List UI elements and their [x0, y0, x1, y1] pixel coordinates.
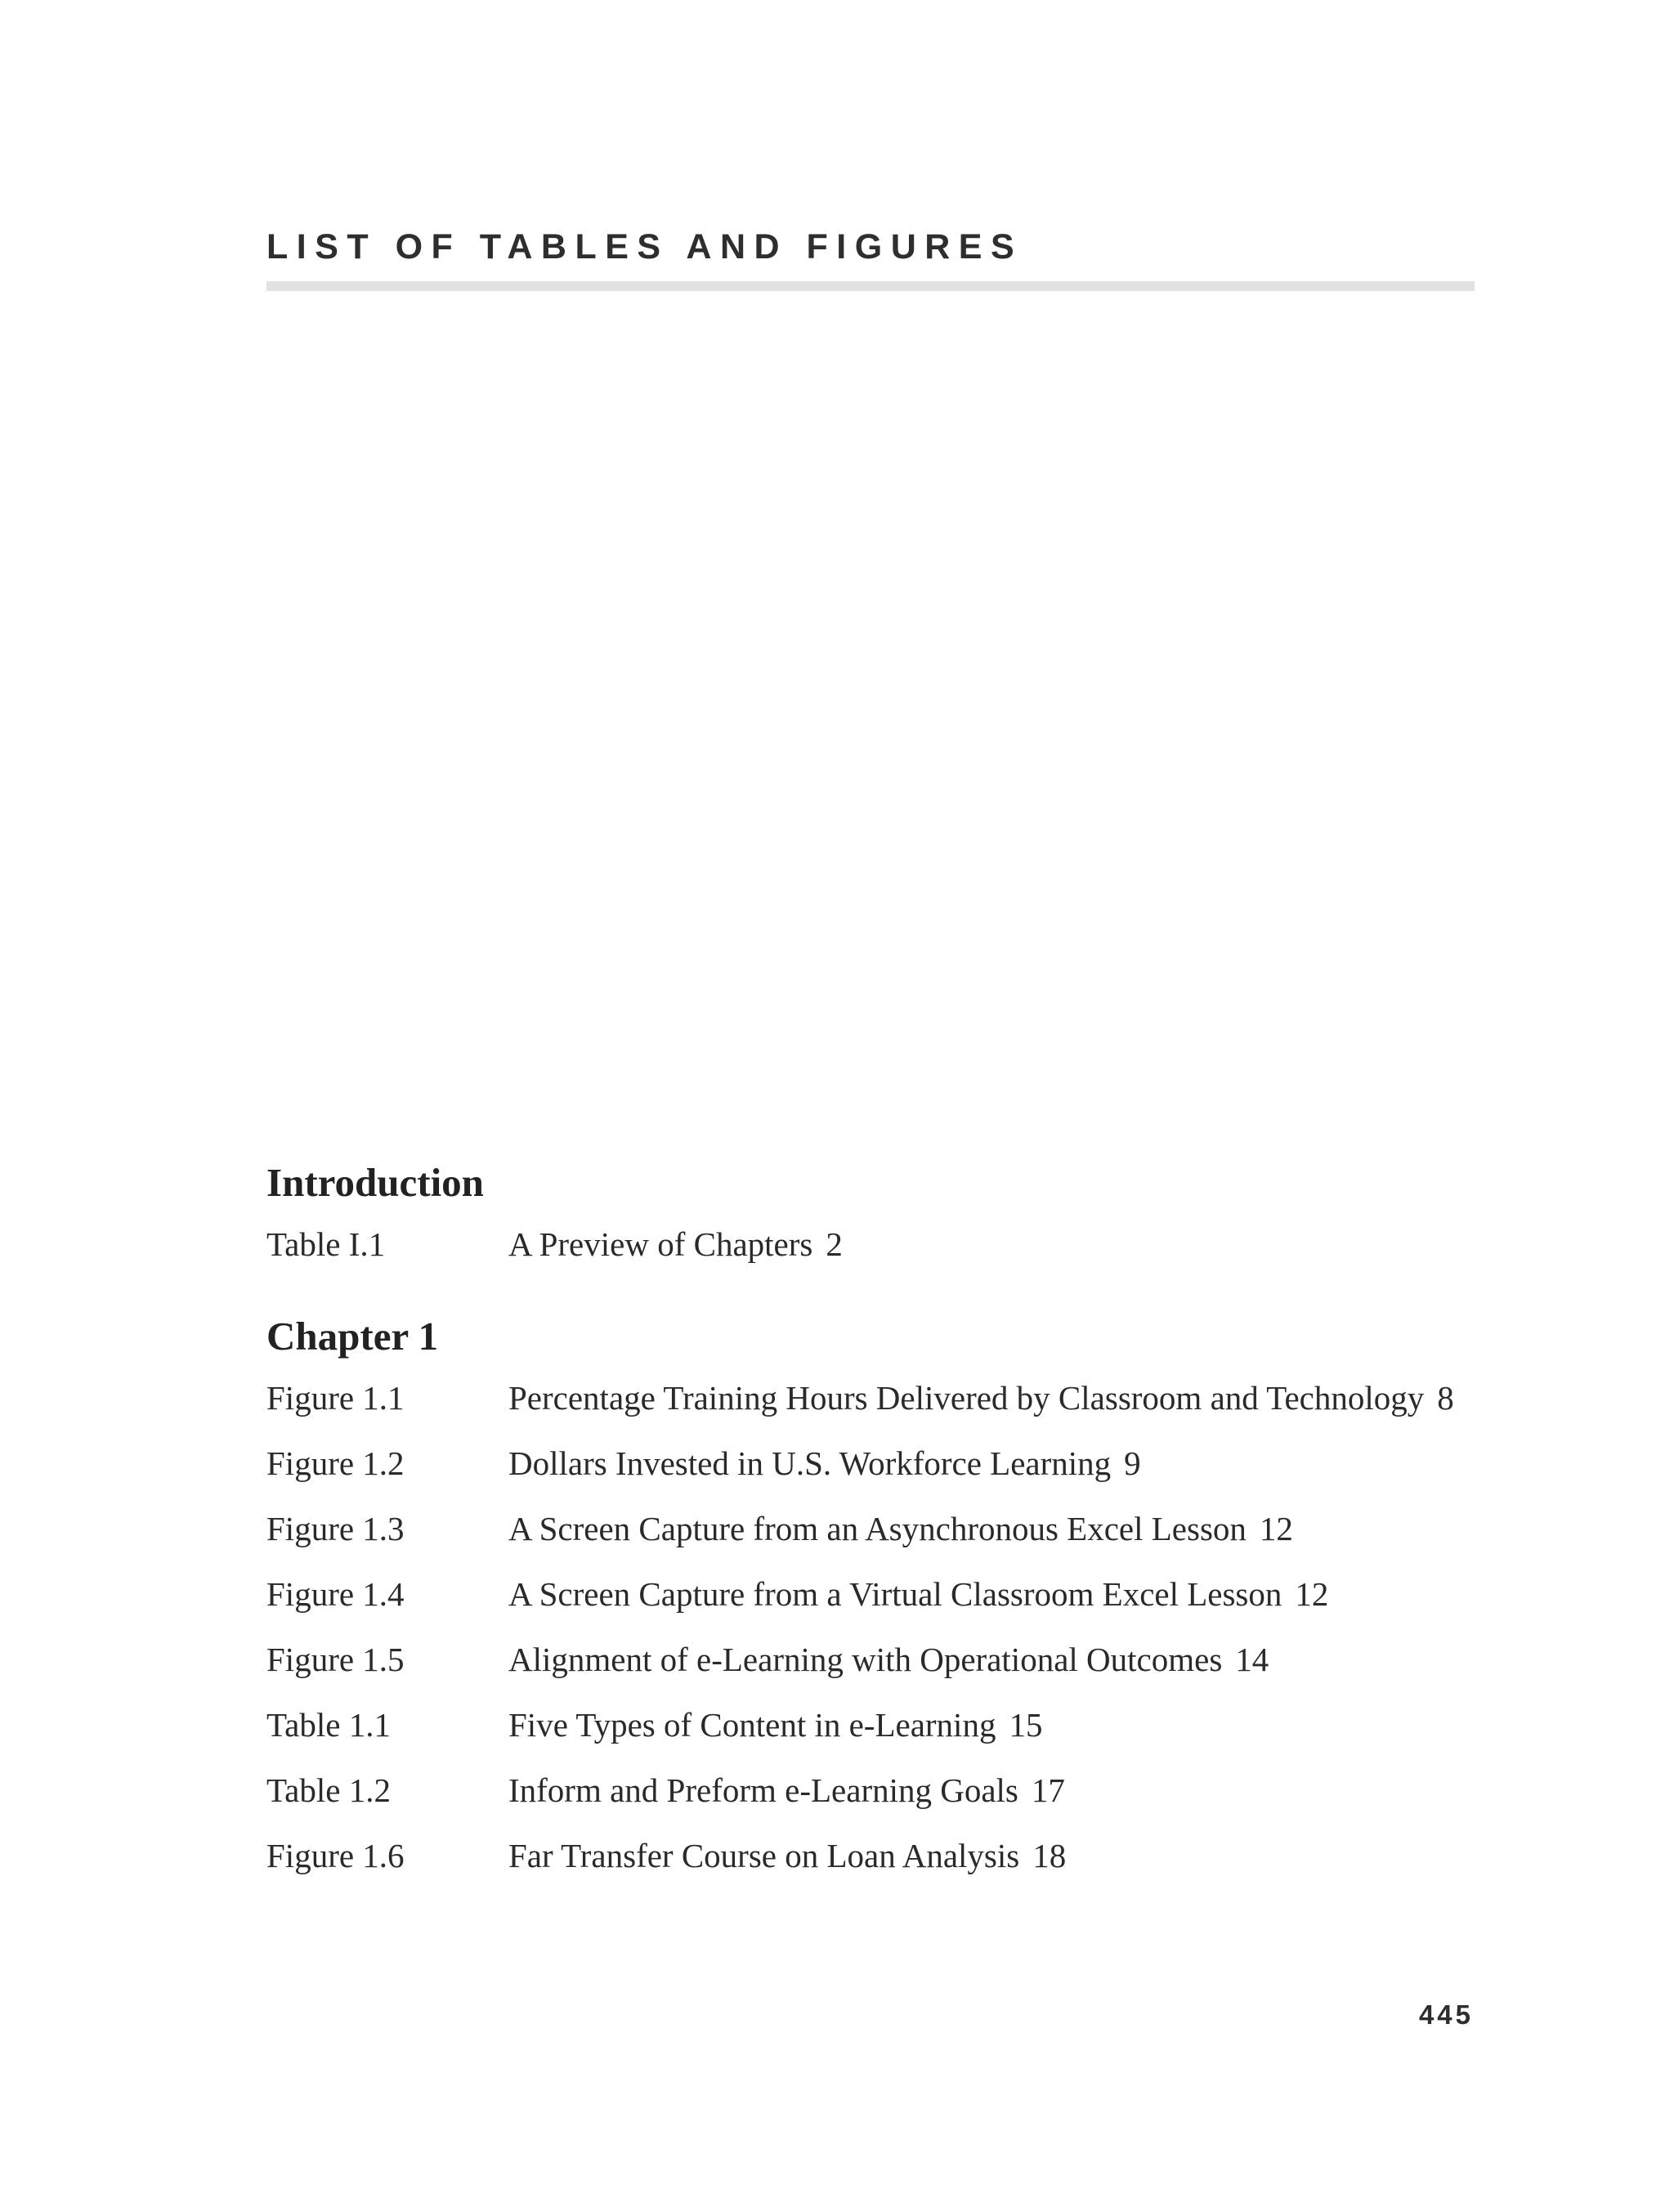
- entry-page-number: 2: [826, 1225, 843, 1263]
- entry-title: A Preview of Chapters: [508, 1225, 813, 1263]
- entry-title: A Screen Capture from an Asynchronous Excel Lesson: [508, 1510, 1247, 1547]
- entry-label: Figure 1.5: [266, 1641, 405, 1678]
- entry-title: Five Types of Content in e-Learning: [508, 1706, 996, 1744]
- entry-label: Figure 1.6: [266, 1837, 405, 1874]
- entry-title: Percentage Training Hours Delivered by Classroom and Technology: [508, 1379, 1425, 1417]
- entry-page-number: 8: [1437, 1379, 1454, 1417]
- entry-label: Table I.1: [266, 1225, 386, 1263]
- entry-page-number: 9: [1124, 1444, 1141, 1482]
- entry-label: Table 1.1: [266, 1706, 391, 1744]
- toc-entry: [266, 1561, 1493, 1627]
- page-heading: LIST OF TABLES AND FIGURES: [266, 227, 1023, 266]
- entry-page-number: 14: [1235, 1641, 1269, 1678]
- section-title: Introduction: [266, 1160, 484, 1205]
- toc-entry: [266, 1823, 1493, 1888]
- toc-list: [266, 1154, 1493, 1888]
- entry-page-number: 12: [1259, 1510, 1293, 1547]
- toc-entry: [266, 1211, 1493, 1277]
- heading-rule: [266, 281, 1475, 291]
- toc-entry: [266, 1627, 1493, 1692]
- toc-entry: [266, 1365, 1493, 1431]
- toc-entry: [266, 1758, 1493, 1823]
- toc-entry: [266, 1431, 1493, 1496]
- entry-title: Inform and Preform e-Learning Goals: [508, 1771, 1018, 1809]
- entry-title: A Screen Capture from a Virtual Classroom Excel Lesson: [508, 1575, 1282, 1613]
- entry-page-number: 17: [1031, 1771, 1065, 1809]
- page-number: 445: [1418, 1999, 1474, 2030]
- entry-label: Figure 1.3: [266, 1510, 405, 1547]
- toc-entry: [266, 1496, 1493, 1561]
- entry-page-number: 15: [1009, 1706, 1043, 1744]
- entry-page-number: 18: [1032, 1837, 1067, 1874]
- entry-label: Table 1.2: [266, 1771, 391, 1809]
- toc-section-chapter-1: [266, 1308, 1493, 1888]
- entry-label: Figure 1.4: [266, 1575, 405, 1613]
- entry-label: Figure 1.2: [266, 1444, 405, 1482]
- entry-page-number: 12: [1295, 1575, 1329, 1613]
- entry-title: Far Transfer Course on Loan Analysis: [508, 1837, 1020, 1874]
- toc-entry: [266, 1692, 1493, 1758]
- entry-title: Alignment of e-Learning with Operational Outcomes: [508, 1641, 1223, 1678]
- entry-title: Dollars Invested in U.S. Workforce Learning: [508, 1444, 1112, 1482]
- section-title: Chapter 1: [266, 1314, 439, 1359]
- toc-section-introduction: [266, 1154, 1493, 1277]
- entry-label: Figure 1.1: [266, 1379, 405, 1417]
